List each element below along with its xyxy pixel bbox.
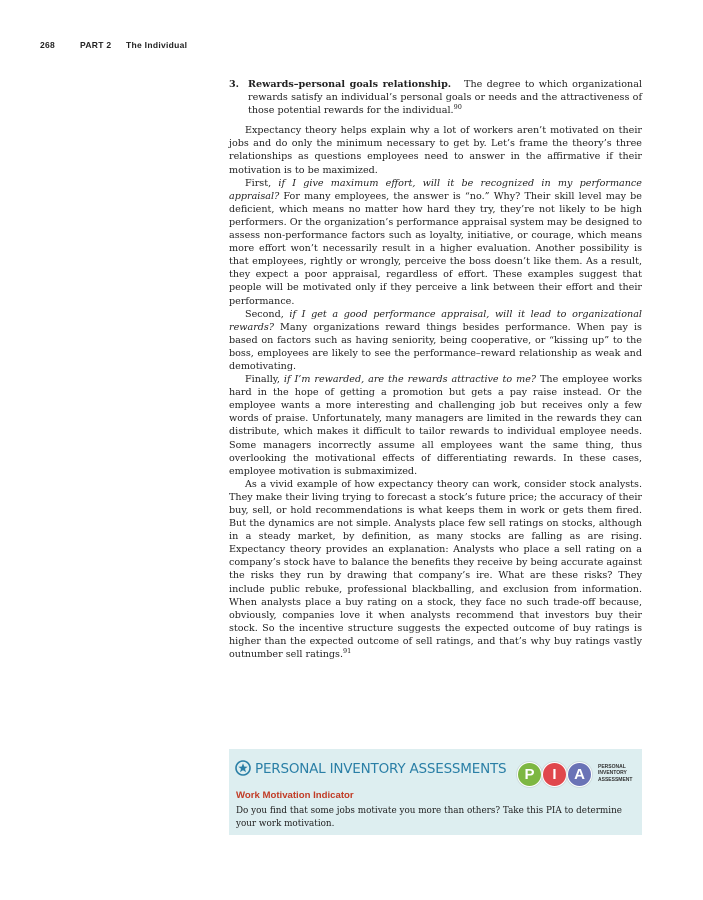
pia-box (229, 749, 642, 835)
pia-logo-p: P (517, 762, 542, 787)
star-icon (235, 760, 251, 776)
pia-logo-a: A (567, 762, 592, 787)
part-title: The Individual (126, 40, 188, 50)
part-label: PART 2 (80, 40, 112, 50)
question: if I get a good performance appraisal, will it lead to organizational rewards? (229, 308, 642, 333)
pia-logo-i: I (542, 762, 567, 787)
running-header (40, 40, 187, 50)
pia-subtitle[interactable]: Work Motivation Indicator (236, 790, 354, 801)
list-text: The degree to which organizational rewards satisfy an individual’s personal goals or needs and the attractiveness of those potential rewards for the individual. (248, 79, 642, 117)
pia-title: PERSONAL INVENTORY ASSESSMENTS (235, 760, 506, 777)
pia-logo-text: PERSONAL INVENTORY ASSESSMENT (598, 764, 633, 783)
list-item (229, 78, 642, 117)
question: if I’m rewarded, are the rewards attractive to me? (283, 374, 537, 386)
paragraph: First, if I give maximum effort, will it be recognized in my performance appraisal? For many employees, the answer is “no.” Why? Their skill level may be deficient, which means no matter how hard they try, they’re not likely to be high performers. Or the organization’s performance appraisal system may be designed to assess non-performance factors such as loyalty, initiative, or courage, which means more effort won’t necessarily result in a higher evaluation. Another possibility is that employees, rightly or wrongly, perceive the boss doesn’t like them. As a result, they expect a poor appraisal, regardless of effort. These examples suggest that people will be motivated only if they perceive a link between their effort and their performance. (229, 177, 642, 307)
list-title: Rewards–personal goals relationship. (248, 79, 452, 90)
pia-description: Do you find that some jobs motivate you more than others? Take this PIA to determine your work motivation. (236, 806, 622, 829)
footnote-ref: 90 (453, 103, 462, 111)
paragraph: Finally, if I’m rewarded, are the rewards attractive to me? The employee works hard in the hope of getting a promotion but gets a pay raise instead. Or the employee wants a more interesting and challenging job but receives only a few words of praise. Unfortunately, many managers are limited in the rewards they can distribute, which makes it difficult to tailor rewards to individual employee needs. Some managers incorrectly assume all employees want the same thing, thus overlooking the motivational effects of differentiating rewards. In these cases, employee motivation is submaximized. (229, 374, 642, 477)
footnote-ref: 91 (343, 646, 352, 655)
paragraph: As a vivid example of how expectancy theory can work, consider stock analysts. They make their living trying to forecast a stock’s future price; the accuracy of their buy, sell, or hold recommendations is what keeps them in work or gets them fired. But the dynamics are not simple. Analysts place few sell ratings on stocks, although in a steady market, by definition, as many stocks are falling as are rising. Expectancy theory provides an explanation: Analysts who place a sell rating on a company’s stock have to balance the benefits they receive by being accurate against the risks they run by drawing that company’s ire. What are these risks? They include public rebuke, professional blackballing, and exclusion from information. When analysts place a buy rating on a stock, they face no such trade-off because, obviously, companies love it when analysts recommend that investors buy their stock. So the incentive structure suggests the expected outcome of buy ratings is higher than the expected outcome of sell ratings, and that’s why buy ratings vastly outnumber sell ratings.$^{91}$ (229, 478, 642, 661)
body-text (229, 78, 642, 661)
question: if I give maximum effort, will it be recognized in my performance appraisal? (229, 177, 642, 202)
list-number: 3. (229, 79, 240, 90)
pia-logo (517, 762, 637, 792)
paragraph: Second, if I get a good performance appraisal, will it lead to organizational rewards? Many organizations reward things besides performance. When pay is based on factors such as having seniority, being cooperative, or “kissing up” to the boss, employees are likely to see the performance–reward relationship as weak and demotivating. (229, 308, 642, 372)
page-number: 268 (40, 40, 56, 50)
paragraph: Expectancy theory helps explain why a lot of workers aren’t motivated on their jobs and do only the minimum necessary to get by. Let’s frame the theory’s three relationships as questions employees need to answer in the affirmative if their motivation is to be maximized. (229, 125, 642, 176)
